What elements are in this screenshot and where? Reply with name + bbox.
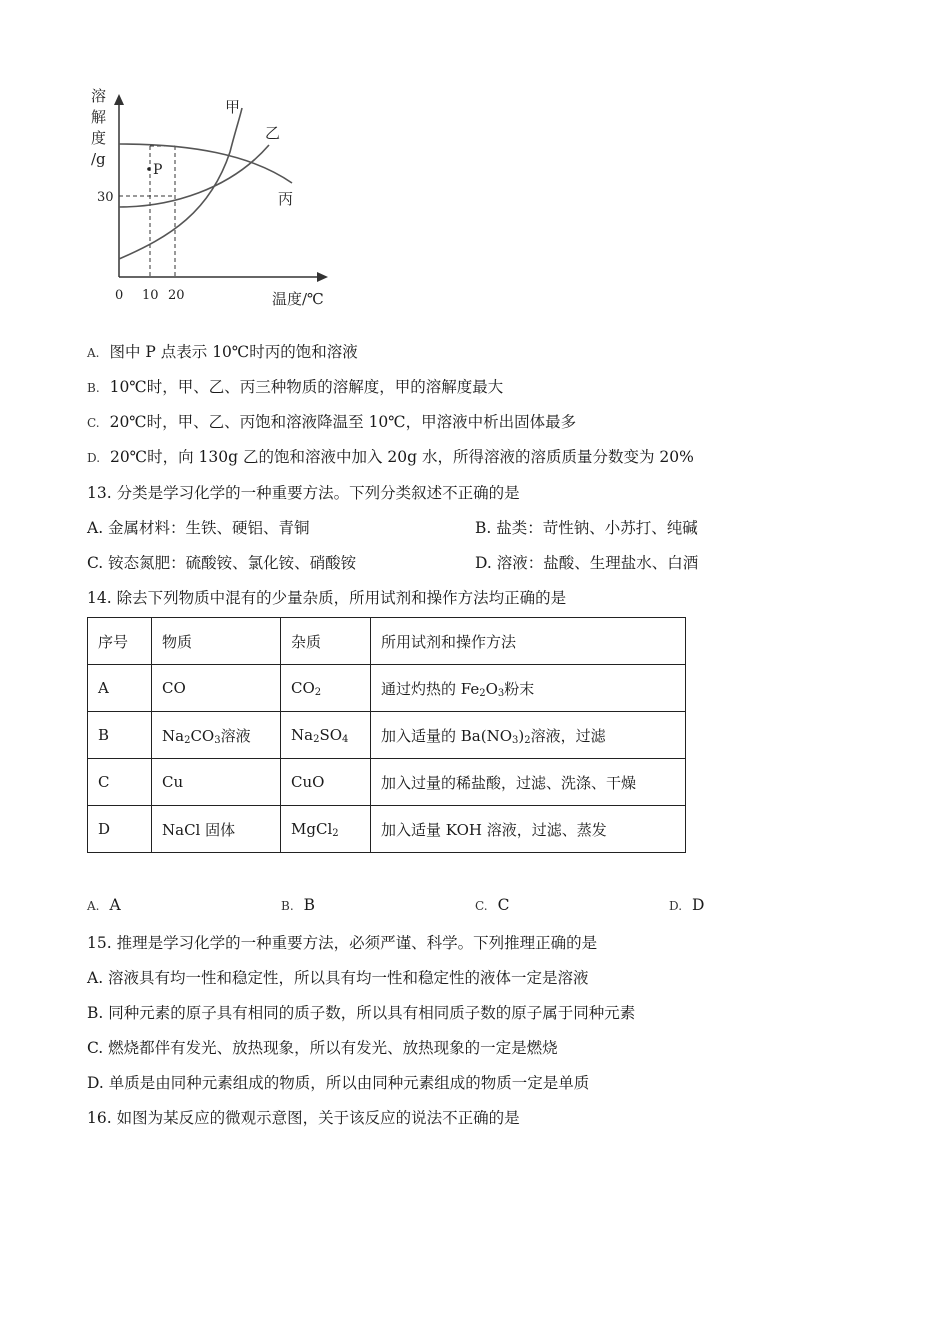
- row-a-method-pre: 通过灼热的 Fe: [381, 679, 480, 698]
- q15-option-d: D. 单质是由同种元素组成的物质，所以由同种元素组成的物质一定是单质: [87, 1074, 590, 1092]
- q12-option-d-text: 20℃时，向 130g 乙的饱和溶液中加入 20g 水，所得溶液的溶质质量分数变为 20%: [110, 448, 694, 466]
- row-d-impurity: [281, 806, 371, 853]
- header-impurity: 杂质: [281, 618, 371, 665]
- q14-answer-b-text: B: [303, 896, 316, 914]
- q15-option-a: A. 溶液具有均一性和稳定性，所以具有均一性和稳定性的液体一定是溶液: [87, 969, 589, 987]
- row-b-method-post: 溶液，过滤: [530, 726, 606, 745]
- row-b-substance-sub2: 3: [214, 734, 221, 746]
- q12-option-b: [87, 375, 503, 397]
- header-method: 所用试剂和操作方法: [371, 618, 686, 665]
- row-a-impurity-pre: CO: [291, 679, 315, 697]
- row-b-method-mid: ): [518, 726, 525, 745]
- row-b-substance-pre: Na: [162, 726, 185, 745]
- row-c-method: 加入过量的稀盐酸，过滤、洗涤、干燥: [371, 759, 686, 806]
- row-a-impurity: [281, 665, 371, 712]
- q14-answer-c-text: C: [497, 896, 510, 914]
- header-substance: 物质: [152, 618, 281, 665]
- row-b-method: [371, 712, 686, 759]
- q14-answer-a-text: A: [109, 896, 121, 914]
- row-b-impurity: [281, 712, 371, 759]
- curve-label-jia: 甲: [225, 98, 241, 116]
- q12-option-c: [87, 410, 576, 432]
- table-row: [88, 759, 686, 806]
- row-b-method-sub1: 3: [512, 734, 519, 746]
- q12-option-b-text: 10℃时，甲、乙、丙三种物质的溶解度，甲的溶解度最大: [109, 378, 504, 396]
- row-b-impurity-sub2: 4: [342, 734, 349, 745]
- row-d-id: D: [88, 806, 152, 853]
- y-label-char-2: 解: [91, 108, 107, 126]
- row-d-impurity-pre: MgCl: [291, 820, 333, 838]
- row-a-method-mid: O: [485, 679, 498, 698]
- row-c-substance: Cu: [152, 759, 281, 806]
- q14-answer-a-letter: A.: [87, 899, 100, 913]
- row-b-impurity-pre: Na: [291, 726, 314, 744]
- q13-option-a: A. 金属材料：生铁、硬铝、青铜: [87, 519, 310, 537]
- row-a-impurity-sub: 2: [314, 687, 322, 698]
- row-d-method: 加入适量 KOH 溶液，过滤、蒸发: [371, 806, 686, 853]
- table-row: [88, 712, 686, 759]
- y-axis-arrow: [114, 94, 124, 105]
- x-axis-label: 温度/℃: [272, 290, 324, 308]
- q15-option-c: C. 燃烧都伴有发光、放热现象，所以有发光、放热现象的一定是燃烧: [87, 1039, 558, 1057]
- q13-option-b: B. 盐类：苛性钠、小苏打、纯碱: [475, 519, 698, 537]
- row-b-substance-sub1: 2: [184, 734, 191, 746]
- q12-option-a-letter: A.: [87, 346, 100, 360]
- solubility-chart: [80, 82, 340, 312]
- row-b-impurity-sub1: 2: [313, 734, 320, 745]
- q14-answer-c-letter: C.: [475, 899, 488, 913]
- row-a-method: [371, 665, 686, 712]
- q14-answer-c: [475, 896, 509, 914]
- row-d-substance: NaCl 固体: [152, 806, 281, 853]
- y-label-char-4: /g: [91, 150, 106, 168]
- q12-option-d-letter: D.: [87, 451, 101, 465]
- row-b-method-sub2: 2: [524, 734, 531, 746]
- table-row: [88, 665, 686, 712]
- row-a-id: A: [88, 665, 152, 712]
- q13-stem: 13. 分类是学习化学的一种重要方法。下列分类叙述不正确的是: [87, 484, 520, 502]
- curve-label-bing: 丙: [278, 190, 294, 208]
- q13-option-c: C. 铵态氮肥：硫酸铵、氯化铵、硝酸铵: [87, 554, 357, 572]
- y-label-char-1: 溶: [91, 87, 107, 105]
- row-a-method-sub1: 2: [479, 687, 486, 699]
- q12-option-a: [87, 340, 358, 362]
- row-b-substance-mid: CO: [190, 726, 215, 745]
- q13-option-d: D. 溶液：盐酸、生理盐水、白酒: [475, 554, 699, 572]
- q15-stem: 15. 推理是学习化学的一种重要方法，必须严谨、科学。下列推理正确的是: [87, 934, 598, 952]
- row-b-id: B: [88, 712, 152, 759]
- q14-answer-b-letter: B.: [281, 899, 294, 913]
- q14-answer-a: [87, 896, 121, 914]
- q14-table: [87, 617, 686, 853]
- header-id: 序号: [88, 618, 152, 665]
- x-tick-10: 10: [142, 288, 159, 303]
- q16-stem: 16. 如图为某反应的微观示意图，关于该反应的说法不正确的是: [87, 1109, 520, 1127]
- q12-option-a-text: 图中 P 点表示 10℃时丙的饱和溶液: [109, 343, 358, 361]
- table-header-row: [88, 618, 686, 665]
- q15-option-b: B. 同种元素的原子具有相同的质子数，所以具有相同质子数的原子属于同种元素: [87, 1004, 636, 1022]
- q14-answer-d-text: D: [692, 896, 705, 914]
- q12-option-c-letter: C.: [87, 416, 100, 430]
- curve-yi: [119, 145, 269, 207]
- q14-answer-b: [281, 896, 315, 914]
- row-d-impurity-sub: 2: [332, 828, 339, 839]
- y-label-char-3: 度: [91, 129, 107, 147]
- q14-answer-d-letter: D.: [669, 899, 683, 913]
- row-b-substance-post: 溶液: [220, 726, 251, 745]
- q14-answer-d: [669, 896, 704, 914]
- row-b-method-pre: 加入适量的 Ba(NO: [381, 726, 513, 745]
- curve-label-yi: 乙: [265, 124, 281, 142]
- curve-bing: [119, 144, 292, 183]
- y-tick-30: 30: [97, 190, 114, 205]
- x-tick-20: 20: [168, 288, 185, 303]
- q12-option-c-text: 20℃时，甲、乙、丙饱和溶液降温至 10℃，甲溶液中析出固体最多: [109, 413, 577, 431]
- row-a-method-sub2: 3: [497, 687, 505, 699]
- x-axis-arrow: [317, 272, 328, 282]
- row-b-substance: [152, 712, 281, 759]
- point-p: [147, 167, 151, 171]
- row-c-impurity: CuO: [281, 759, 371, 806]
- row-b-impurity-mid: SO: [319, 726, 343, 744]
- row-a-substance: CO: [152, 665, 281, 712]
- q14-stem: 14. 除去下列物质中混有的少量杂质，所用试剂和操作方法均正确的是: [87, 589, 567, 607]
- curve-jia: [119, 108, 242, 259]
- q12-option-b-letter: B.: [87, 381, 100, 395]
- row-c-id: C: [88, 759, 152, 806]
- row-a-method-post: 粉末: [504, 679, 535, 698]
- x-tick-0: 0: [115, 288, 124, 303]
- table-row: [88, 806, 686, 853]
- q12-option-d: [87, 445, 694, 467]
- point-p-label: P: [153, 162, 163, 178]
